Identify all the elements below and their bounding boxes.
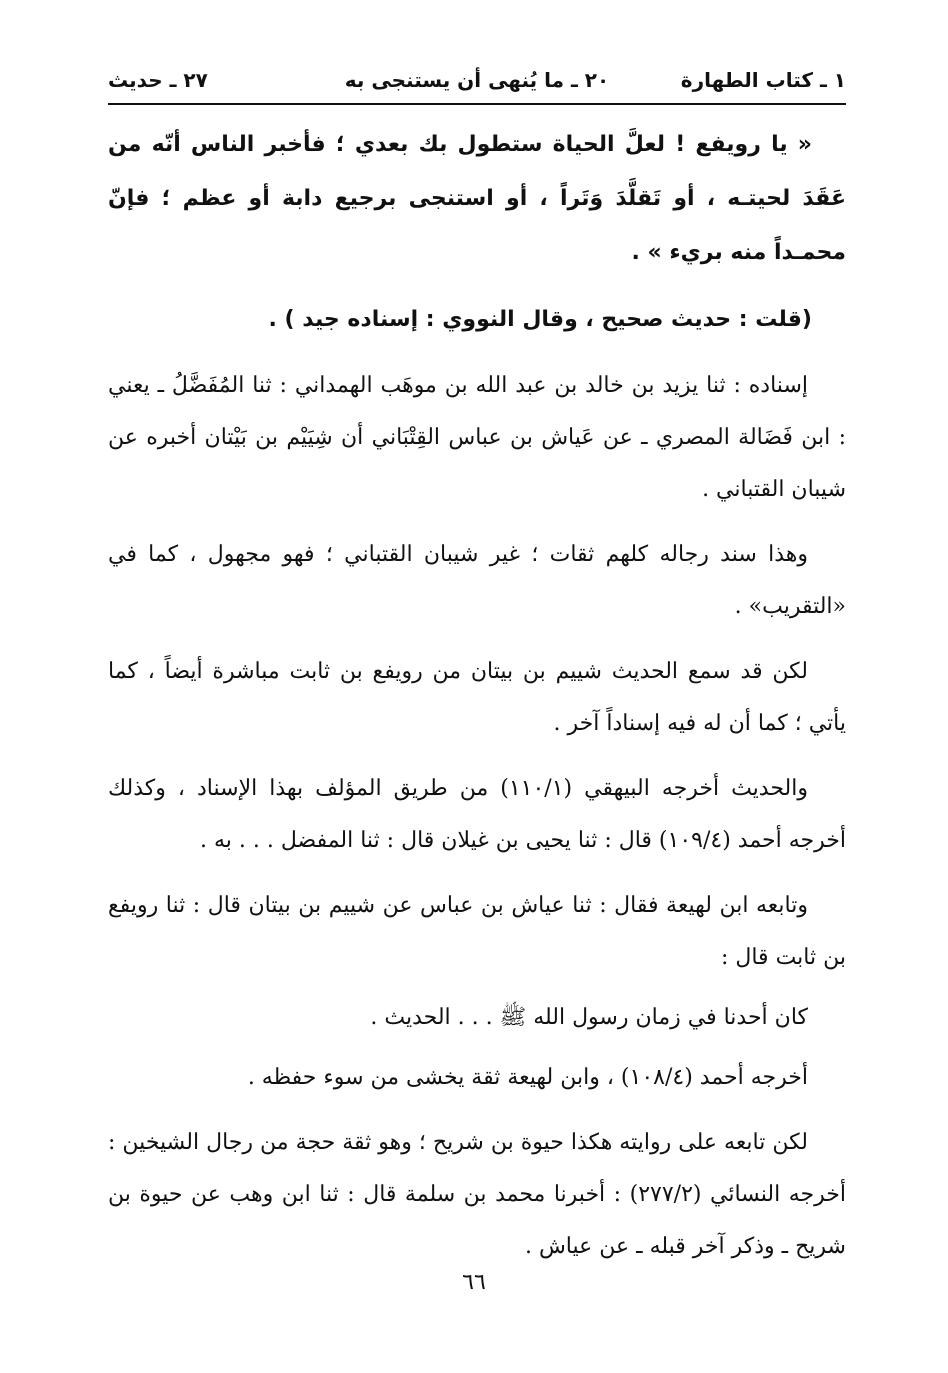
takhrij-ahmad-paragraph: أخرجه أحمد (١٠٨/٤) ، وابن لهيعة ثقة يخشى من سوء حفظه . xyxy=(247,1065,808,1090)
author-grading-paragraph: (قلت : حديث صحيح ، وقال النووي : إسناده جيد ) . xyxy=(268,307,812,332)
mutabaah-lahiah-paragraph: وتابعه ابن لهيعة فقال : ثنا عياش بن عباس عن شييم بن بيتان قال : ثنا رويفع بن ثابت قال : xyxy=(108,893,846,970)
header-hadith-number: ٢٧ ـ حديث xyxy=(108,68,208,92)
mutabaah-haywah-paragraph: لكن تابعه على روايته هكذا حيوة بن شريح ؛ وهو ثقة حجة من رجال الشيخين : أخرجه النسائي (٢٧٧/٢) : أخبرنا محمد بن سلمة قال : ثنا ابن وهب عن حيوة بن شريح ـ وذكر آخر قبله ـ عن عياش . xyxy=(108,1130,847,1259)
quoted-hadith-paragraph: كان أحدنا في زمان رسول الله ﷺ . . . الحديث . xyxy=(370,1005,808,1030)
header-section-title: ٢٠ ـ ما يُنهى أن يستنجى به xyxy=(344,68,610,92)
header-divider xyxy=(108,103,846,105)
direct-hearing-paragraph: لكن قد سمع الحديث شييم بن بيتان من رويفع بن ثابت مباشرة أيضاً ، كما يأتي ؛ كما أن له فيه إسناداً آخر . xyxy=(108,659,846,736)
page-body xyxy=(108,118,846,1286)
isnad-paragraph: إسناده : ثنا يزيد بن خالد بن عبد الله بن موهَب الهمداني : ثنا المُفَضَّلُ ـ يعني : ابن فَضَالة المصري ـ عن عَياش بن عباس القِتْبَاني أن شِيَيْم بن بَيْتان أخبره عن شيبان القتباني . xyxy=(108,373,846,502)
header-chapter-title: ١ ـ كتاب الطهارة xyxy=(680,68,846,92)
running-header xyxy=(108,66,846,100)
grading-paragraph: وهذا سند رجاله كلهم ثقات ؛ غير شيبان القتباني ؛ فهو مجهول ، كما في «التقريب» . xyxy=(108,542,846,619)
page-number: ٦٦ xyxy=(462,1270,486,1295)
takhrij-bayhaqi-paragraph: والحديث أخرجه البيهقي (١١٠/١) من طريق المؤلف بهذا الإسناد ، وكذلك أخرجه أحمد (١٠٩/٤) قال : ثنا يحيى بن غيلان قال : ثنا المفضل . . . به . xyxy=(108,776,846,853)
hadith-text-paragraph: « يا رويفع ! لعلَّ الحياة ستطول بك بعدي ؛ فأخبر الناس أنّه من عَقَدَ لحيتـه ، أو تَقلَّدَ وَتَراً ، أو استنجى برجيع دابة أو عظم ؛ فإنّ محمـداً منه بريء » . xyxy=(108,132,846,265)
